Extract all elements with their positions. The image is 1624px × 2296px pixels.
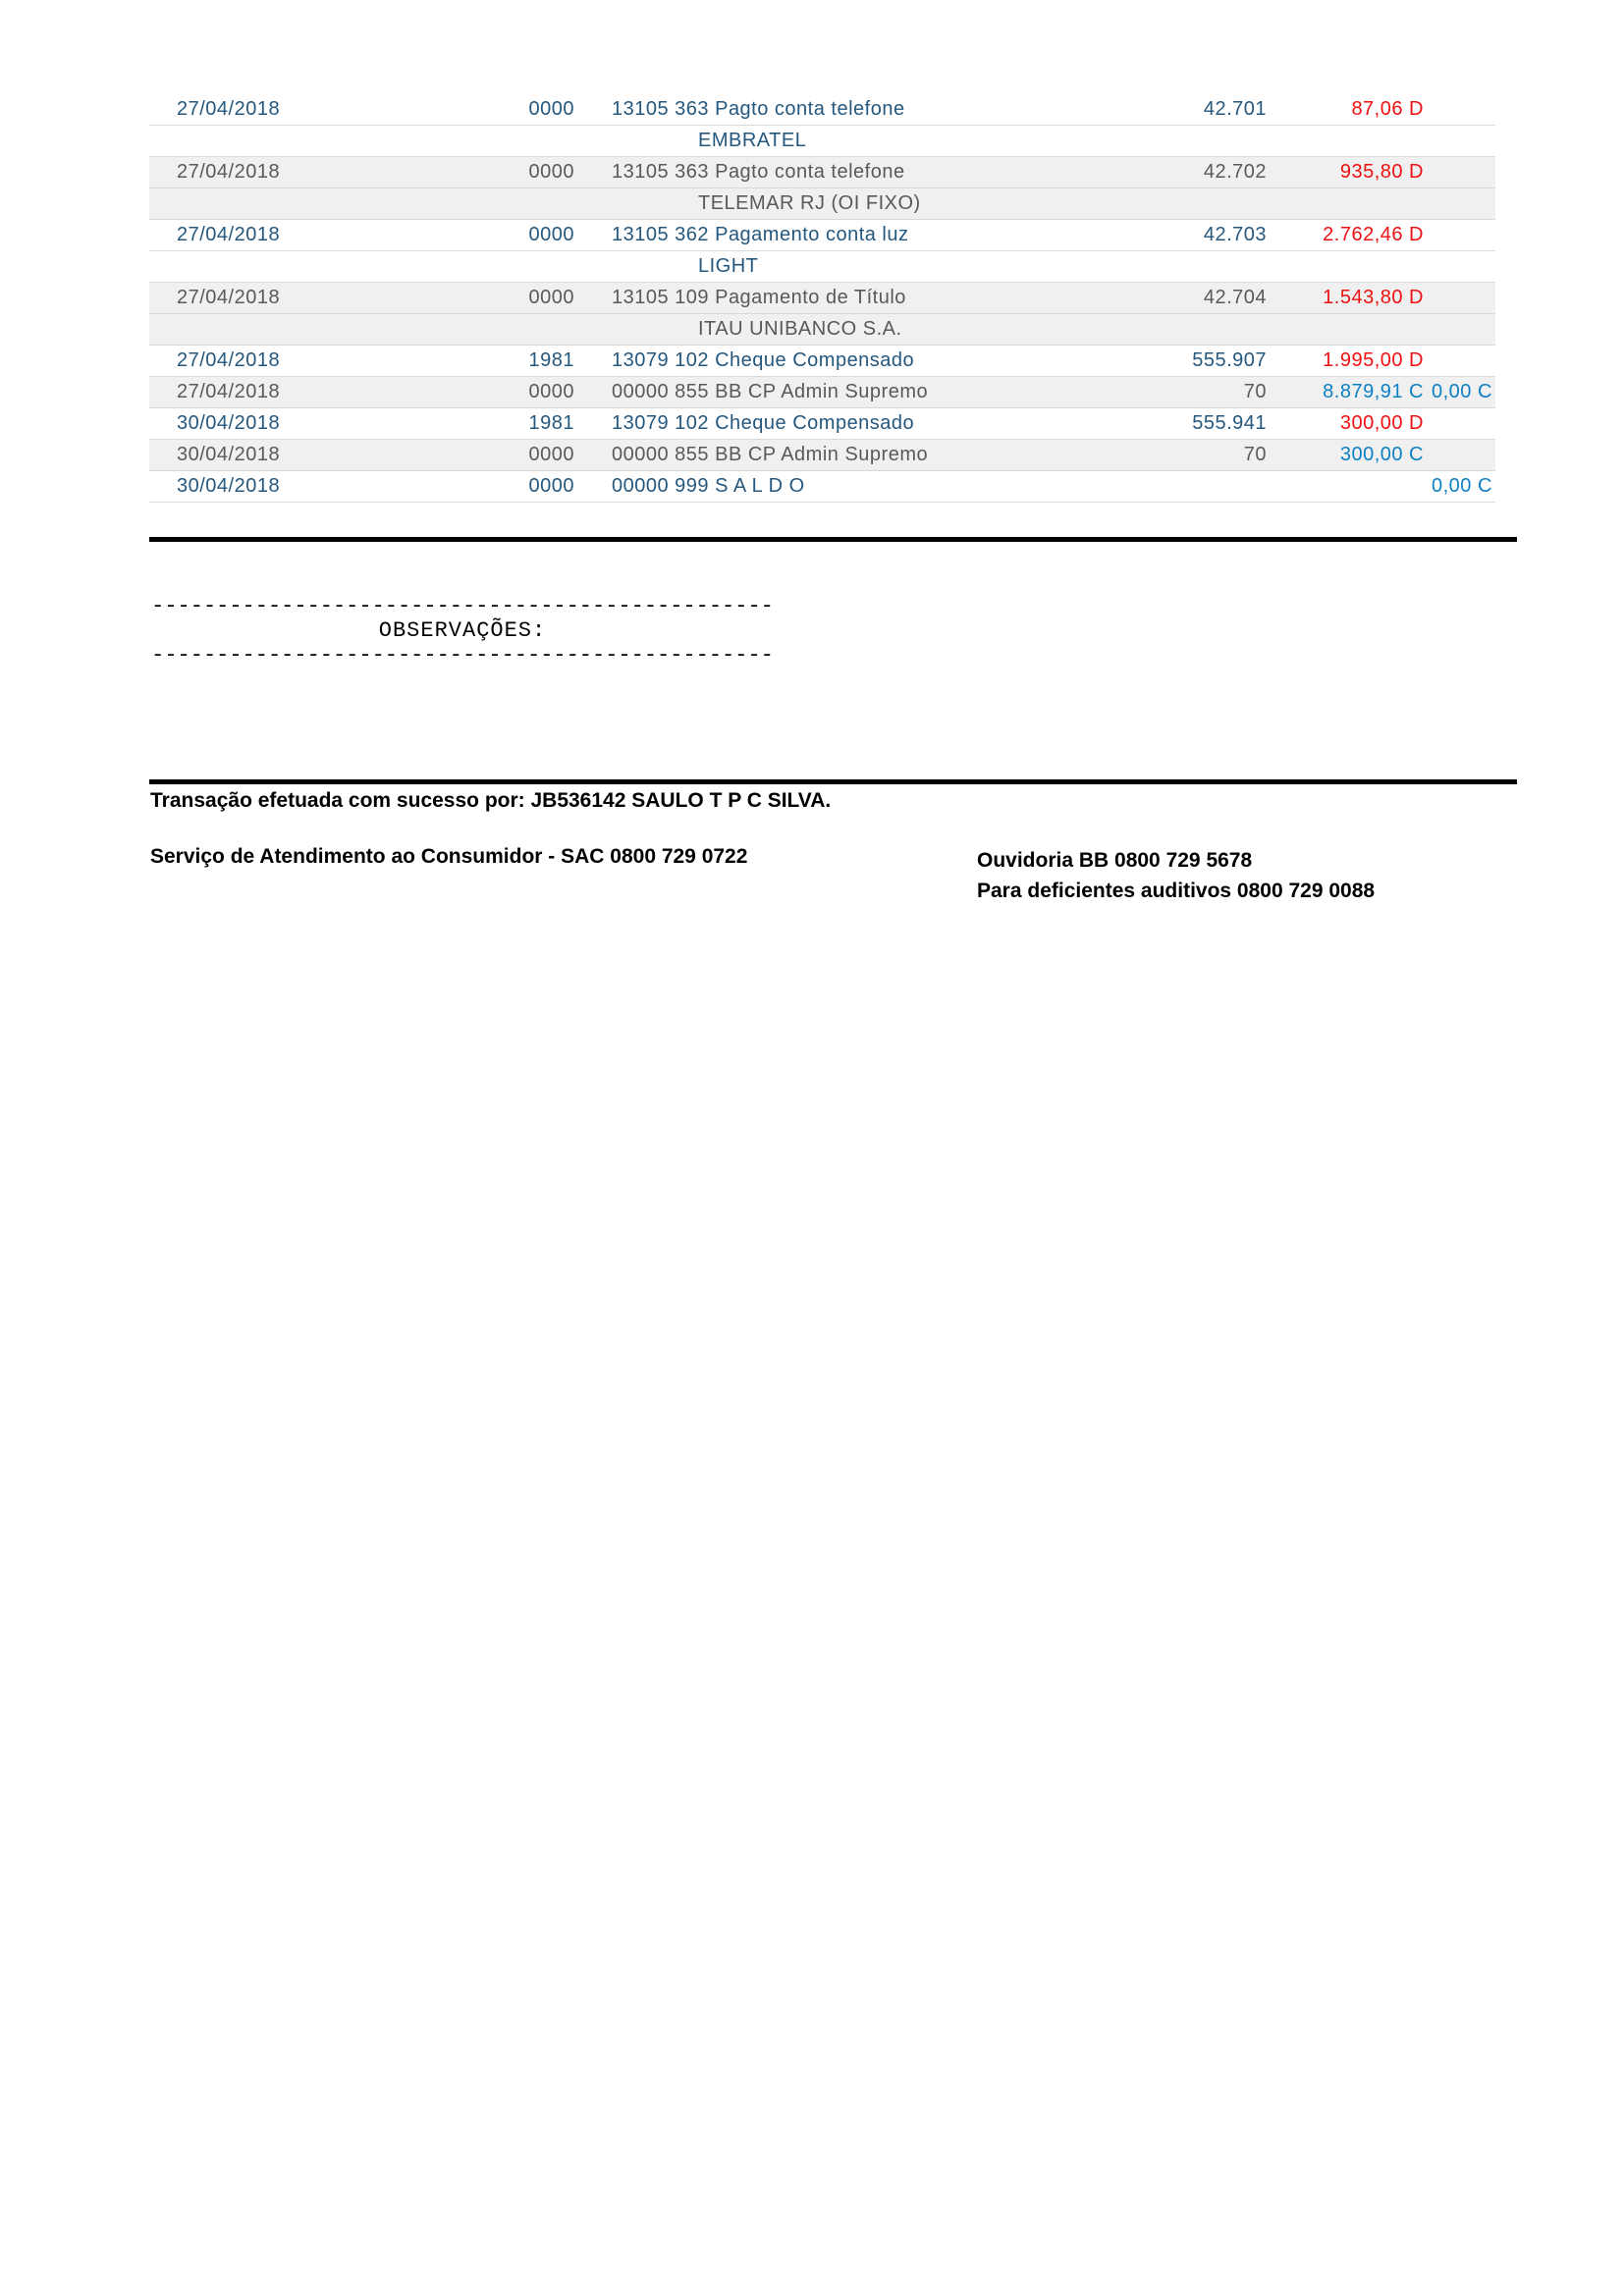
transactions-table: [149, 94, 1495, 503]
contact-right-column: [977, 845, 1375, 906]
transaction-row: [149, 220, 1495, 251]
cell-date: 27/04/2018: [177, 349, 281, 371]
cell-sub-description: TELEMAR RJ (OI FIXO): [698, 192, 921, 214]
cell-date: 27/04/2018: [177, 98, 281, 120]
cell-document-number: 70: [1243, 381, 1267, 402]
cell-document-number: 555.907: [1192, 349, 1267, 371]
transaction-row: [149, 471, 1495, 503]
cell-document-number: 555.941: [1192, 412, 1267, 434]
success-message: Transação efetuada com sucesso por: JB536142 SAULO T P C SILVA.: [150, 789, 832, 812]
dashed-line-bottom: ------------------------------------------------: [151, 643, 774, 667]
cell-value: 1.543,80 D: [1323, 287, 1424, 308]
cell-description: 13105 362 Pagamento conta luz: [612, 224, 909, 245]
cell-date: 27/04/2018: [177, 381, 281, 402]
cell-branch: 0000: [528, 161, 574, 183]
cell-description: 00000 999 S A L D O: [612, 475, 805, 497]
cell-document-number: 42.703: [1203, 224, 1267, 245]
transaction-row: [149, 408, 1495, 440]
cell-branch: 1981: [528, 412, 574, 434]
transaction-subrow: [149, 251, 1495, 283]
transaction-row: [149, 377, 1495, 408]
cell-value: 935,80 D: [1339, 161, 1424, 183]
cell-branch: 0000: [528, 444, 574, 465]
cell-description: 00000 855 BB CP Admin Supremo: [612, 444, 929, 465]
cell-value: 300,00 C: [1339, 444, 1424, 465]
sac-contact: Serviço de Atendimento ao Consumidor - SAC 0800 729 0722: [150, 845, 748, 868]
cell-description: 13079 102 Cheque Compensado: [612, 412, 915, 434]
cell-date: 27/04/2018: [177, 287, 281, 308]
transaction-row: [149, 283, 1495, 314]
cell-branch: 0000: [528, 475, 574, 497]
cell-branch: 1981: [528, 349, 574, 371]
cell-balance: 0,00 C: [1432, 475, 1492, 497]
cell-document-number: 42.701: [1203, 98, 1267, 120]
cell-date: 27/04/2018: [177, 224, 281, 245]
cell-description: 13079 102 Cheque Compensado: [612, 349, 915, 371]
transaction-row: [149, 440, 1495, 471]
transaction-row: [149, 346, 1495, 377]
cell-sub-description: ITAU UNIBANCO S.A.: [698, 318, 902, 340]
transaction-subrow: [149, 188, 1495, 220]
cell-document-number: 42.702: [1203, 161, 1267, 183]
dashed-line-top: ------------------------------------------------: [151, 594, 774, 618]
cell-value: 2.762,46 D: [1323, 224, 1424, 245]
cell-document-number: 42.704: [1203, 287, 1267, 308]
cell-description: 00000 855 BB CP Admin Supremo: [612, 381, 929, 402]
transaction-subrow: [149, 126, 1495, 157]
cell-branch: 0000: [528, 381, 574, 402]
cell-date: 30/04/2018: [177, 475, 281, 497]
observations-label: OBSERVAÇÕES:: [378, 618, 547, 643]
transaction-subrow: [149, 314, 1495, 346]
cell-balance: 0,00 C: [1432, 381, 1492, 402]
cell-value: 8.879,91 C: [1323, 381, 1424, 402]
ouvidoria-contact: Ouvidoria BB 0800 729 5678: [977, 849, 1253, 872]
cell-date: 27/04/2018: [177, 161, 281, 183]
cell-date: 30/04/2018: [177, 444, 281, 465]
deaf-contact: Para deficientes auditivos 0800 729 0088: [977, 880, 1376, 902]
cell-description: 13105 109 Pagamento de Título: [612, 287, 906, 308]
cell-value: 300,00 D: [1339, 412, 1424, 434]
cell-branch: 0000: [528, 98, 574, 120]
observations-section: [147, 594, 778, 667]
cell-document-number: 70: [1243, 444, 1267, 465]
transaction-row: [149, 94, 1495, 126]
cell-value: 87,06 D: [1351, 98, 1424, 120]
cell-description: 13105 363 Pagto conta telefone: [612, 161, 905, 183]
footer-divider: [149, 779, 1517, 784]
cell-sub-description: EMBRATEL: [698, 130, 807, 151]
transaction-row: [149, 157, 1495, 188]
cell-description: 13105 363 Pagto conta telefone: [612, 98, 905, 120]
cell-branch: 0000: [528, 287, 574, 308]
cell-branch: 0000: [528, 224, 574, 245]
cell-sub-description: LIGHT: [698, 255, 759, 277]
cell-value: 1.995,00 D: [1323, 349, 1424, 371]
cell-date: 30/04/2018: [177, 412, 281, 434]
table-bottom-divider: [149, 537, 1517, 542]
